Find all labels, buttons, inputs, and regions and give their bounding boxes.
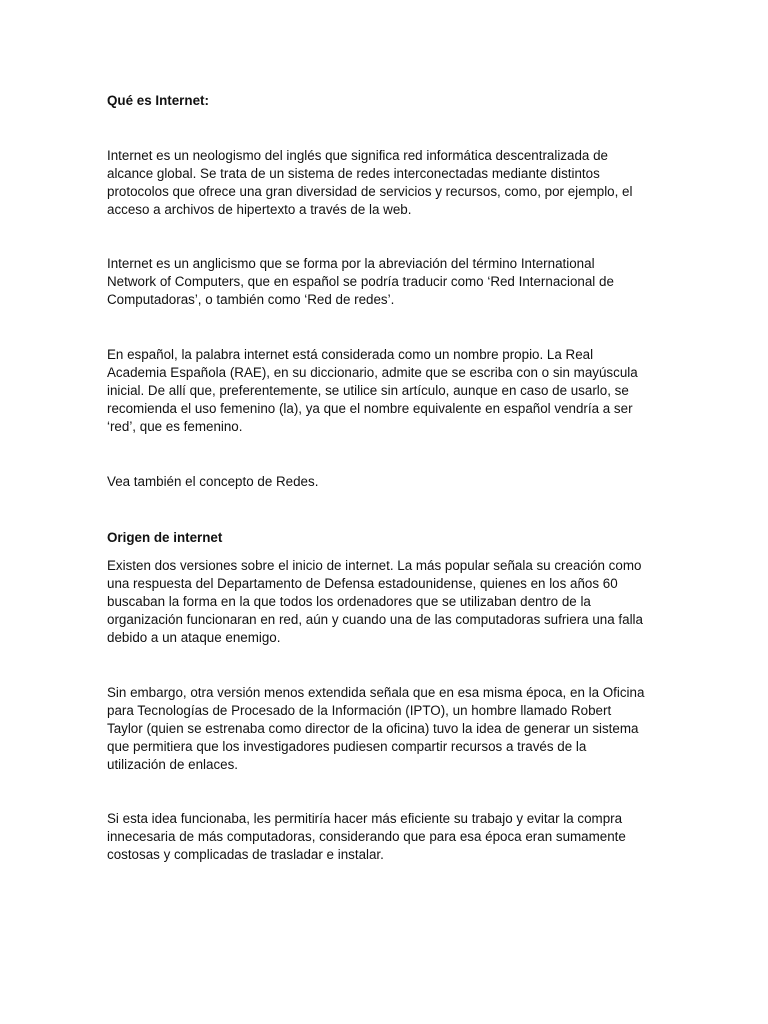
paragraph-origin-ipto: Sin embargo, otra versión menos extendida señala que en esa misma época, en la Oficina para Tecnologías de Procesado de la Información (IPTO), un hombre llamado Robert Taylor (quien se estrenaba como director de la oficina) tuvo la idea de generar un sistema que permitiera que los investigadores pudiesen compartir recursos a través de la utilización de enlaces. (107, 685, 645, 772)
paragraph-efficiency: Si esta idea funcionaba, les permitiría hacer más eficiente su trabajo y evitar la compra innecesaria de más computadoras, considerando que para esa época eran sumamente costosas y complicadas de trasladar e instalar. (107, 811, 626, 862)
paragraph-see-also: Vea también el concepto de Redes. (107, 474, 319, 489)
paragraph-anglicism: Internet es un anglicismo que se forma por la abreviación del término International Network of Computers, que en español se podría traducir como ‘Red Internacional de Computadoras’, o también como ‘Red de redes’. (107, 256, 614, 307)
heading-origen-de-internet: Origen de internet (107, 530, 223, 545)
paragraph-spanish-usage: En español, la palabra internet está considerada como un nombre propio. La Real Academia Española (RAE), en su diccionario, admite que se escriba con o sin mayúscula inicial. De allí que, preferentemente, se utilice sin artículo, aunque en caso de usarlo, se recomienda el uso femenino (la), ya que el nombre equivalente en español vendría a ser ‘red’, que es femenino. (107, 347, 638, 434)
paragraph-definition: Internet es un neologismo del inglés que significa red informática descentralizada de alcance global. Se trata de un sistema de redes interconectadas mediante distintos protocolos que ofrece una gran diversidad de servicios y recursos, como, por ejemplo, el acceso a archivos de hipertexto a través de la web. (107, 148, 633, 217)
paragraph-origin-popular: Existen dos versiones sobre el inicio de internet. La más popular señala su creación como una respuesta del Departamento de Defensa estadounidense, quienes en los años 60 buscaban la forma en la que todos los ordenadores que se utilizaban dentro de la organización funcionaran en red, aún y cuando una de las computadoras sufriera una falla debido a un ataque enemigo. (107, 558, 643, 645)
heading-que-es-internet: Qué es Internet: (107, 93, 209, 108)
